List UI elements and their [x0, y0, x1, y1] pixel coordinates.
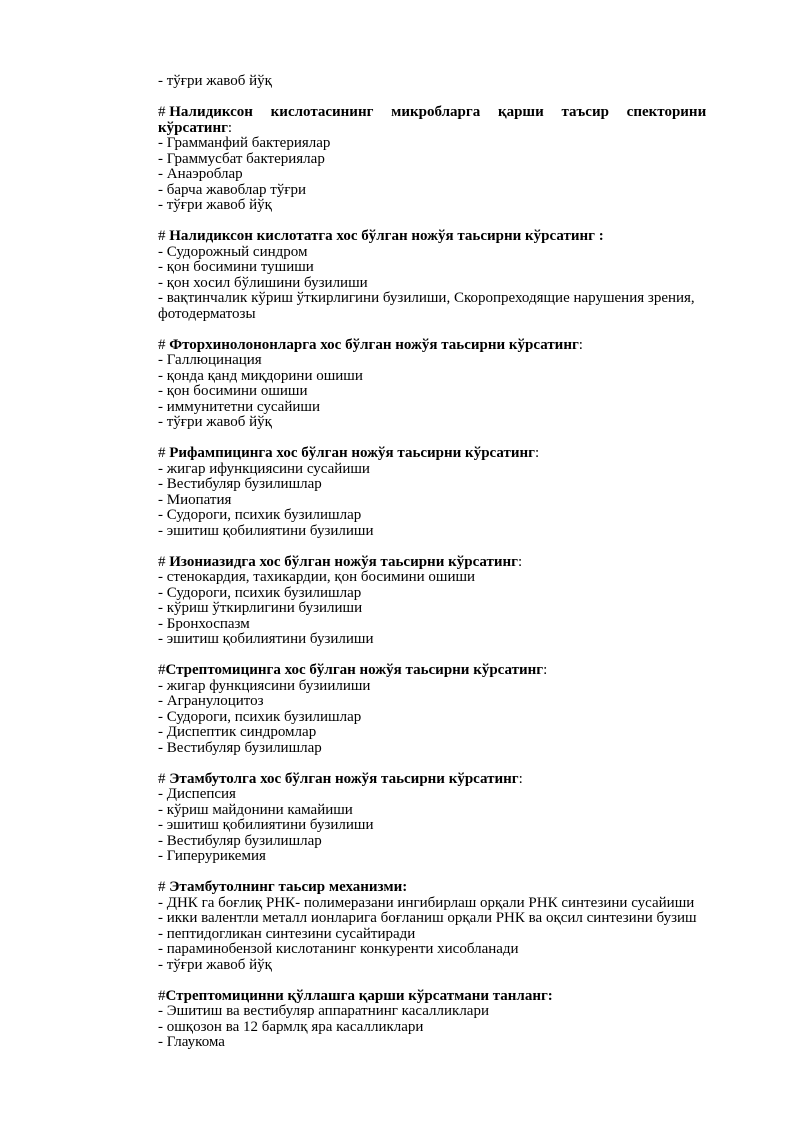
question-9	[158, 989, 744, 1051]
answer-option: - жигар ифункциясини сусайиши	[158, 460, 370, 477]
question-title: # Этамбутолга хос бўлган ножўя таьсирни кўрсатинг:	[158, 770, 523, 787]
question-title: # Фторхинолононларга хос бўлган ножўя таьсирни кўрсатинг:	[158, 336, 583, 353]
answer-option: - иммунитетни сусайиши	[158, 398, 320, 415]
question-1	[158, 105, 744, 214]
question-3	[158, 338, 744, 431]
question-marker: #	[158, 879, 170, 895]
question-5	[158, 555, 744, 648]
answer-option: - ДНК га боғлиқ РНК- полимеразани ингибирлаш орқали РНК синтезини сусайиши	[158, 894, 695, 911]
answer-option: - кўриш ўткирлигини бузилиши	[158, 600, 363, 616]
answer-option: - пептидогликан синтезини сусайтиради	[158, 925, 416, 942]
answer-option: - барча жавоблар тўғри	[158, 181, 307, 198]
answer-option: - ошқозон ва 12 бармлқ яра касалликлари	[158, 1018, 424, 1035]
answer-option: - Диспепсия	[158, 786, 236, 802]
answer-option: - тўғри жавоб йўқ	[158, 956, 272, 973]
answer-option: - қон босимини тушиши	[158, 259, 314, 275]
answer-option: - Анаэроблар	[158, 166, 243, 182]
answer-option: - эшитиш қобилиятини бузилиши	[158, 817, 374, 833]
question-title: #Стрептомицинни қўллашга қарши кўрсатмани танланг:	[158, 987, 553, 1004]
answer-option: - кўриш майдонини камайиши	[158, 801, 353, 818]
question-marker: #	[158, 228, 170, 244]
answer-option: - Вестибуляр бузилишлар	[158, 832, 322, 849]
question-title: # Этамбутолнинг таьсир механизми:	[158, 879, 408, 895]
question-title: # Изониазидга хос бўлган ножўя таьсирни кўрсатинг:	[158, 553, 523, 570]
answer-option: - Эшитиш ва вестибуляр аппаратнинг касалликлари	[158, 1003, 489, 1019]
question-marker: #	[158, 445, 170, 461]
answer-option: - тўғри жавоб йўқ	[158, 197, 272, 213]
question-marker: #	[158, 104, 170, 120]
answer-option: - Галлюцинация	[158, 352, 262, 368]
answer-option: - Миопатия	[158, 491, 232, 508]
answer-option: - эшитиш қобилиятини бузилиши	[158, 631, 374, 647]
answer-option: - Вестибуляр бузилишлар	[158, 476, 322, 492]
answer-option: - қон босимини ошиши	[158, 383, 308, 399]
answer-option: - параминобензой кислотанинг конкуренти хисобланади	[158, 941, 519, 957]
question-title: # Налидиксон кислотатга хос бўлган ножўя таьсирни кўрсатинг :	[158, 228, 604, 244]
answer-option: - Гиперурикемия	[158, 848, 266, 864]
answer-option: - Судорожный синдром	[158, 243, 308, 260]
answer-option: - қонда қанд миқдорини ошиши	[158, 367, 363, 384]
question-title-line2: кўрсатинг	[158, 119, 228, 136]
answer-option: - икки валентли металл ионларига боғланиш орқали РНК ва оқсил синтезини бузиш	[158, 910, 697, 926]
answer-option: - вақтинчалик кўриш ўткирлигини бузилиши, Скоропреходящие нарушения зрения, фотодерматозы	[158, 290, 695, 322]
question-title: #Стрептомицинга хос бўлган ножўя таьсирни кўрсатинг:	[158, 662, 548, 678]
question-8	[158, 880, 744, 973]
answer-option: - эшитиш қобилиятини бузилиши	[158, 522, 374, 539]
answer-option: - қон хосил бўлишини бузилиши	[158, 274, 368, 291]
question-marker: #	[158, 553, 170, 570]
answer-option: - Судороги, психик бузилишлар	[158, 708, 362, 725]
question-title: # Рифампицинга хос бўлган ножўя таьсирни кўрсатинг:	[158, 445, 540, 461]
question-marker: #	[158, 770, 170, 787]
question-title-line1: Налидиксон кислотасининг микробларга қарши таъсир спекторини	[169, 104, 707, 120]
question-7	[158, 772, 744, 865]
answer-option: - Диспептик синдромлар	[158, 724, 317, 740]
answer-option: - стенокардия, тахикардии, қон босимини ошиши	[158, 569, 476, 585]
question-4	[158, 446, 744, 539]
answer-option: - Судороги, психик бузилишлар	[158, 584, 362, 601]
answer-option: - Глаукома	[158, 1034, 225, 1050]
answer-option: - Судороги, психик бузилишлар	[158, 507, 362, 523]
answer-option: - тўғри жавоб йўқ	[158, 414, 272, 430]
answer-option: - Бронхоспазм	[158, 615, 250, 632]
question-marker: #	[158, 987, 166, 1004]
question-marker: #	[158, 662, 166, 678]
question-title: # Налидиксон кислотасининг микробларга қарши таъсир спекторини кўрсатинг:	[158, 104, 707, 136]
answer-option: - Вестибуляр бузилишлар	[158, 739, 322, 756]
answer-option: - жигар функциясини бузиилиши	[158, 677, 371, 694]
answer-option: - Грамманфий бактериялар	[158, 135, 331, 151]
answer-option: - Агранулоцитоз	[158, 693, 264, 709]
question-marker: #	[158, 336, 170, 353]
question-2	[158, 229, 744, 322]
question-6	[158, 663, 744, 756]
page-content	[158, 74, 744, 1051]
answer-option: - Граммусбат бактериялар	[158, 150, 325, 167]
answer-option: - тўғри жавоб йўқ	[158, 73, 272, 89]
